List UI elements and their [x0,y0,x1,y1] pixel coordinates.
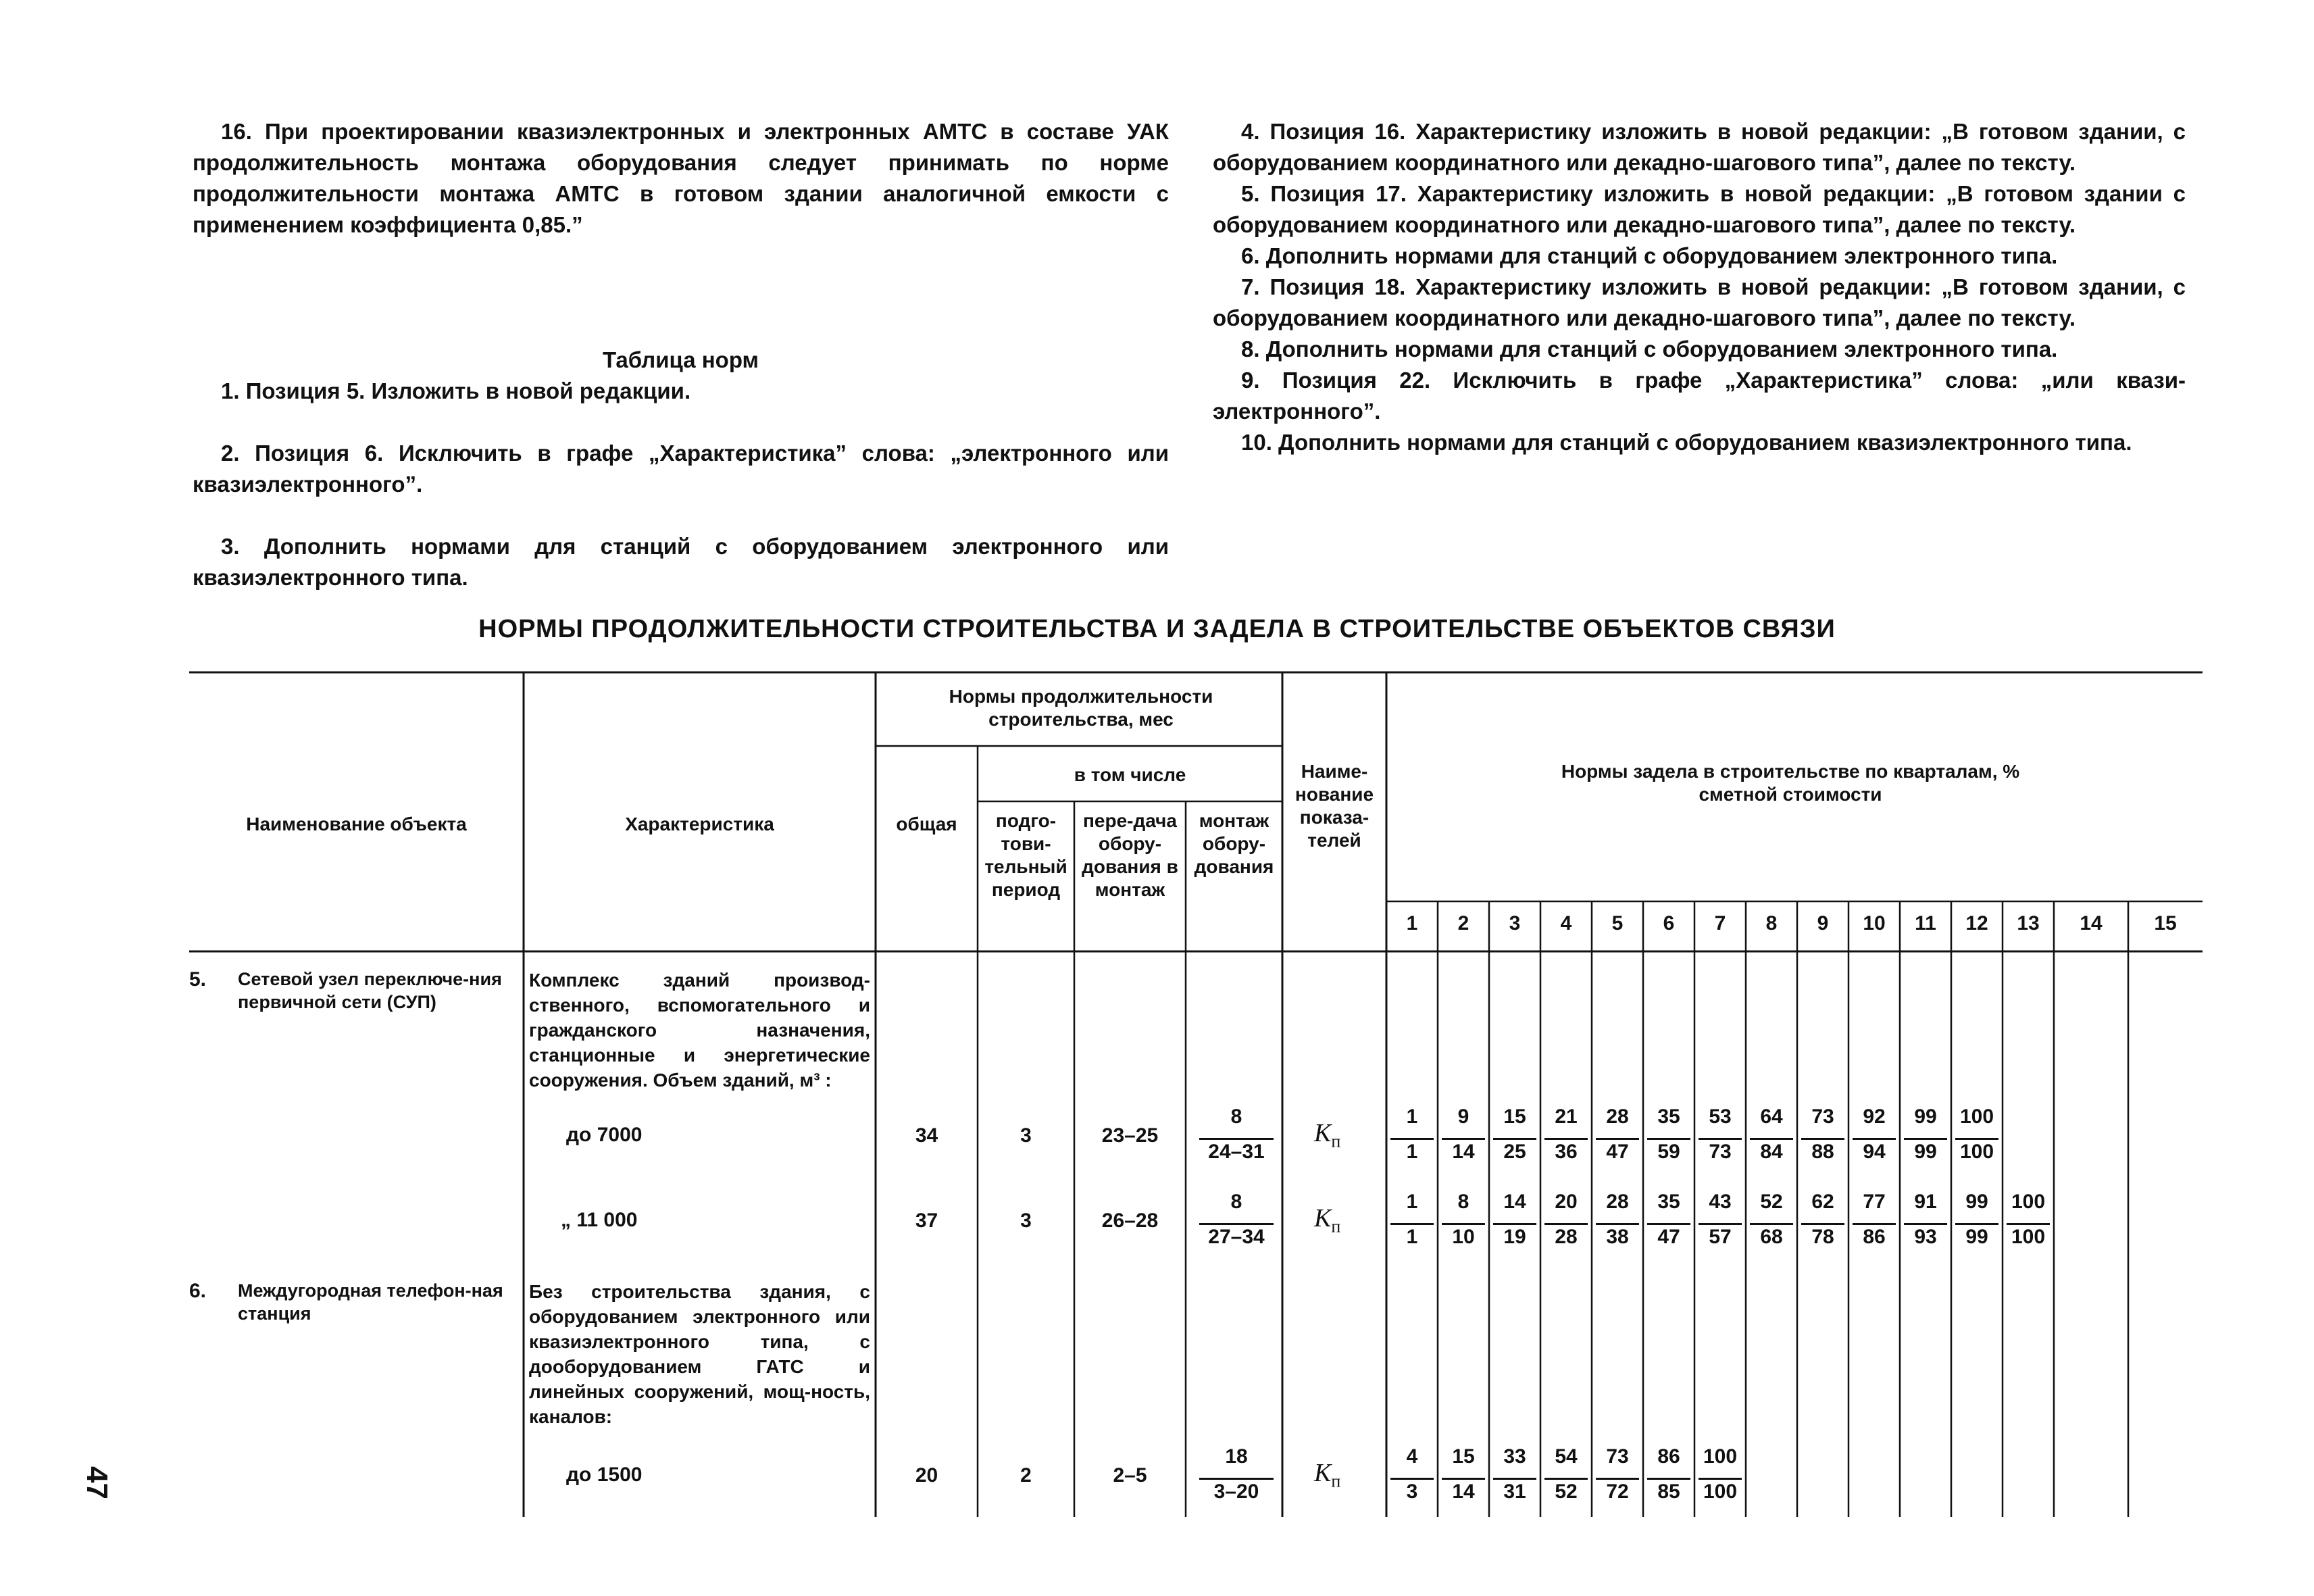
quarter-value-bottom: 86 [1863,1226,1886,1248]
row5a-install-top: 8 [1230,1105,1242,1128]
quarter-value-top: 35 [1657,1191,1680,1213]
row6a-transfer: 2–5 [1113,1464,1147,1487]
fraction-bar [1544,1478,1588,1480]
quarter-value-bottom: 94 [1863,1141,1886,1163]
quarter-value-bottom: 38 [1606,1226,1629,1248]
fraction-bar [1199,1478,1274,1480]
row5a-transfer: 23–25 [1101,1124,1159,1147]
quarter-value-top: 33 [1503,1445,1526,1468]
fraction-bar [1442,1223,1485,1225]
row6-object-name: Междугородная телефон-ная станция [238,1280,503,1324]
header-install: монтаж обору-дования [1194,810,1274,877]
paragraph-5: 5. Позиция 17. Характеристику изложить в новой редакции: „В готовом здании с оборудованием координатного или декадно-шагового типа”, далее по тексту. [1213,181,2186,237]
quarter-value-bottom: 14 [1452,1480,1475,1503]
quarter-number: 3 [1509,912,1521,934]
right-text-column [1213,116,2186,458]
quarter-value-bottom: 28 [1555,1226,1578,1248]
quarter-value-top: 28 [1606,1105,1629,1128]
row5b-install-top: 8 [1230,1191,1242,1213]
row5b-transfer: 26–28 [1101,1210,1159,1232]
fraction-bar [1647,1478,1690,1480]
quarter-value-bottom: 99 [1914,1141,1937,1163]
quarter-value-top: 99 [1965,1191,1988,1213]
row6-characteristic: Без строительства здания, с оборудованием электронного или квазиэлектронного типа, с дооборудованием ГАТС и линейных сооружений, мощ-ность, каналов: [529,1281,870,1427]
quarter-number: 2 [1457,912,1469,934]
quarter-value-bottom: 100 [1703,1480,1738,1503]
subheading-norms-table: Таблица норм [603,347,759,372]
row5b-install-bottom: 27–34 [1208,1226,1265,1248]
paragraph-9: 9. Позиция 22. Исключить в графе „Характеристика” слова: „или квази-электронного”. [1213,368,2186,424]
quarter-value-bottom: 93 [1914,1226,1937,1248]
header-duration-norms: Нормы продолжительности строительства, мес [949,686,1213,730]
row5a-characteristic: до 7000 [566,1124,643,1146]
fraction-bar [1853,1138,1896,1140]
quarter-value-bottom: 1 [1406,1141,1418,1163]
row5-number: 5. [189,968,207,991]
quarter-value-top: 99 [1914,1105,1937,1128]
row5a-total: 34 [915,1124,938,1147]
quarter-value-top: 15 [1503,1105,1526,1128]
quarter-value-bottom: 59 [1657,1141,1680,1163]
quarter-value-bottom: 25 [1503,1141,1526,1163]
fraction-bar [1699,1223,1742,1225]
quarter-value-top: 73 [1606,1445,1629,1468]
quarter-number: 14 [2080,912,2103,934]
quarter-value-bottom: 47 [1657,1226,1680,1248]
quarter-value-bottom: 73 [1709,1141,1732,1163]
quarter-number: 5 [1611,912,1624,934]
quarter-value-top: 4 [1406,1445,1418,1468]
quarter-number: 4 [1560,912,1572,934]
quarter-number: 7 [1714,912,1726,934]
fraction-bar [1596,1138,1639,1140]
fraction-bar [1544,1223,1588,1225]
quarter-number: 11 [1915,912,1936,934]
quarter-value-top: 64 [1760,1105,1783,1128]
quarter-value-bottom: 100 [1959,1141,1994,1163]
quarter-value-bottom: 99 [1965,1226,1988,1248]
quarter-number: 13 [2017,912,2040,934]
fraction-bar [1544,1138,1588,1140]
paragraph-16: 16. При проектировании квазиэлектронных и электронных АМТС в составе УАК продолжительность монтажа оборудования следует принимать по норме продолжительности монтажа АМТС в готовом здании аналогичной емкости с применением коэффициента 0,85.” [193,119,1169,237]
fraction-bar [1955,1138,1998,1140]
quarter-value-bottom: 100 [2011,1226,2046,1248]
fraction-bar [1699,1138,1742,1140]
quarter-value-top: 86 [1657,1445,1680,1468]
quarter-value-bottom: 31 [1503,1480,1526,1503]
quarter-number: 9 [1817,912,1829,934]
quarter-number: 10 [1863,912,1886,934]
paragraph-6: 6. Дополнить нормами для станций с оборудованием электронного типа. [1241,243,2058,268]
quarter-value-bottom: 78 [1811,1226,1834,1248]
row6a-prep: 2 [1020,1464,1032,1487]
fraction-bar [2007,1223,2050,1225]
quarter-value-bottom: 72 [1606,1480,1629,1503]
quarter-value-top: 73 [1811,1105,1834,1128]
quarter-value-top: 77 [1863,1191,1886,1213]
row5a-prep: 3 [1020,1124,1032,1147]
quarter-value-top: 9 [1457,1105,1469,1128]
row5a-indicator: $K_п$ [1314,1119,1341,1151]
fraction-bar [1493,1223,1536,1225]
fraction-bar [1390,1478,1434,1480]
quarter-value-top: 62 [1811,1191,1834,1213]
row6-number: 6. [189,1280,207,1302]
quarter-value-top: 92 [1863,1105,1886,1128]
header-including: в том числе [1074,764,1186,785]
fraction-bar [1442,1478,1485,1480]
quarter-value-bottom: 52 [1555,1480,1578,1503]
quarter-value-bottom: 88 [1811,1141,1834,1163]
fraction-bar [1442,1138,1485,1140]
quarter-value-bottom: 14 [1452,1141,1475,1163]
fraction-bar [1853,1223,1896,1225]
quarter-number: 12 [1965,912,1988,934]
fraction-bar [1955,1223,1998,1225]
row5-characteristic: Комплекс зданий производ-ственного, вспомогательного и гражданского назначения, станционные и энергетические сооружения. Объем зданий, м³ : [529,970,870,1091]
header-backlog: Нормы задела в строительстве по кварталам, % сметной стоимости [1561,761,2020,805]
quarter-value-bottom: 36 [1555,1141,1578,1163]
quarter-value-bottom: 57 [1709,1226,1732,1248]
quarter-value-top: 1 [1406,1105,1418,1128]
quarter-value-top: 54 [1555,1445,1578,1468]
fraction-bar [1647,1223,1690,1225]
fraction-bar [1699,1478,1742,1480]
row6a-indicator: $K_п$ [1314,1459,1341,1491]
paragraph-1: 1. Позиция 5. Изложить в новой редакции. [221,378,691,403]
header-total: общая [896,814,957,834]
paragraph-4: 4. Позиция 16. Характеристику изложить в новой редакции: „В готовом здании, с оборудованием координатного или декадно-шагового типа”, далее по тексту. [1213,119,2186,175]
quarter-number: 15 [2154,912,2177,934]
paragraph-3: 3. Дополнить нормами для станций с оборудованием электронного или квазиэлектронного типа. [193,534,1169,590]
header-indicator: Наиме-нование показа-телей [1294,761,1374,851]
fraction-bar [1801,1223,1844,1225]
fraction-bar [1390,1138,1434,1140]
quarter-value-top: 35 [1657,1105,1680,1128]
header-transfer: пере-дача обору-дования в монтаж [1082,810,1178,900]
row6a-characteristic: до 1500 [566,1464,643,1486]
paragraph-7: 7. Позиция 18. Характеристику изложить в новой редакции: „В готовом здании, с оборудованием координатного или декадно-шагового типа”, далее по тексту. [1213,274,2186,330]
quarter-value-top: 8 [1457,1191,1469,1213]
quarter-value-top: 15 [1452,1445,1475,1468]
row5-object-name: Сетевой узел переключе-ния первичной сети (СУП) [238,969,502,1012]
left-text-column [193,116,1169,593]
page-number: 47 [80,1466,114,1499]
fraction-bar [1750,1138,1793,1140]
paragraph-8: 8. Дополнить нормами для станций с оборудованием электронного типа. [1241,336,2058,361]
row5b-total: 37 [915,1210,938,1232]
quarter-value-bottom: 1 [1406,1226,1418,1248]
quarter-number: 6 [1663,912,1675,934]
quarter-value-bottom: 10 [1452,1226,1475,1248]
quarter-number: 1 [1406,912,1418,934]
quarter-value-top: 91 [1914,1191,1937,1213]
quarter-value-top: 20 [1555,1191,1578,1213]
quarter-value-top: 100 [1959,1105,1994,1128]
quarter-value-top: 52 [1760,1191,1783,1213]
row5b-indicator: $K_п$ [1314,1204,1341,1237]
quarter-value-top: 14 [1503,1191,1526,1213]
quarter-value-top: 21 [1555,1105,1578,1128]
fraction-bar [1596,1223,1639,1225]
quarter-value-top: 100 [1703,1445,1738,1468]
quarter-value-bottom: 85 [1657,1480,1680,1503]
quarter-value-top: 53 [1709,1105,1732,1128]
quarter-value-bottom: 84 [1760,1141,1783,1163]
row5a-install-bottom: 24–31 [1208,1141,1265,1163]
row5b-characteristic: „ 11 000 [561,1209,638,1231]
paragraph-10: 10. Дополнить нормами для станций с оборудованием квазиэлектронного типа. [1241,430,2132,455]
fraction-bar [1801,1138,1844,1140]
quarter-value-bottom: 19 [1503,1226,1526,1248]
header-characteristic: Характеристика [625,814,774,834]
fraction-bar [1390,1223,1434,1225]
fraction-bar [1493,1478,1536,1480]
quarter-value-bottom: 68 [1760,1226,1783,1248]
fraction-bar [1493,1138,1536,1140]
quarter-value-top: 1 [1406,1191,1418,1213]
fraction-bar [1596,1478,1639,1480]
fraction-bar [1750,1223,1793,1225]
quarter-value-top: 43 [1709,1191,1732,1213]
row6a-install-top: 18 [1225,1445,1248,1468]
fraction-bar [1199,1223,1274,1225]
row6a-total: 20 [915,1464,938,1487]
quarter-value-bottom: 47 [1606,1141,1629,1163]
fraction-bar [1647,1138,1690,1140]
table-title: НОРМЫ ПРОДОЛЖИТЕЛЬНОСТИ СТРОИТЕЛЬСТВА И ЗАДЕЛА В СТРОИТЕЛЬСТВЕ ОБЪЕКТОВ СВЯЗИ [478,615,1836,643]
row5b-prep: 3 [1020,1210,1032,1232]
quarter-value-top: 100 [2011,1191,2046,1213]
fraction-bar [1904,1223,1947,1225]
fraction-bar [1199,1138,1274,1140]
row6a-install-bottom: 3–20 [1213,1480,1259,1503]
quarter-number: 8 [1765,912,1778,934]
quarter-value-top: 28 [1606,1191,1629,1213]
fraction-bar [1904,1138,1947,1140]
header-object-name: Наименование объекта [246,814,467,834]
paragraph-2: 2. Позиция 6. Исключить в графе „Характеристика” слова: „электронного или квазиэлектронного”. [193,441,1169,497]
header-prep: подго-тови-тельный период [984,810,1067,900]
quarter-value-bottom: 3 [1406,1480,1418,1503]
